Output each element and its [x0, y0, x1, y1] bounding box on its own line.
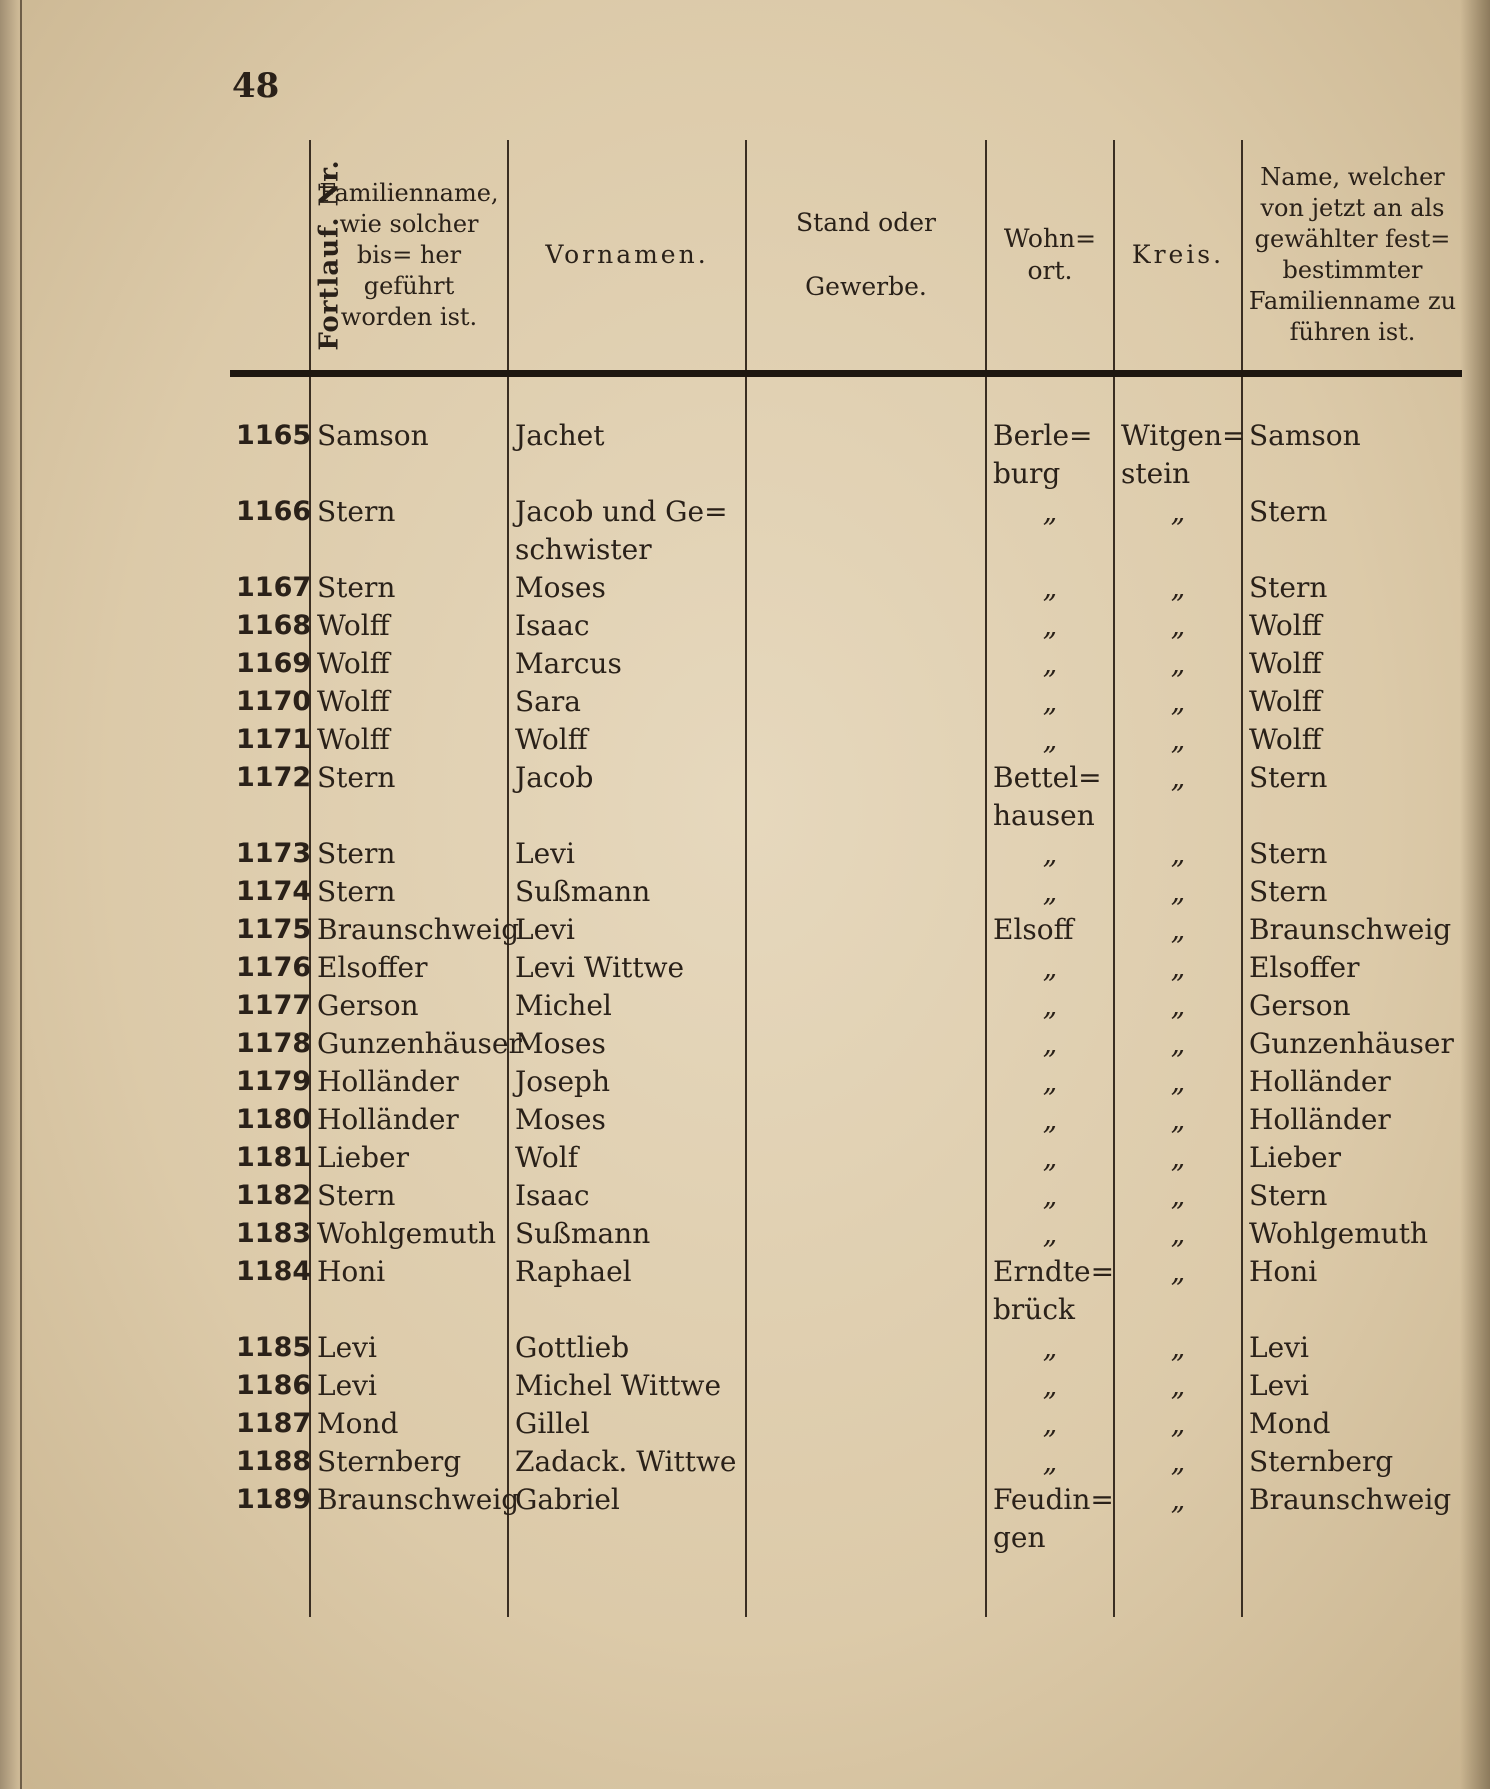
cell-stand	[746, 987, 986, 1025]
empty-cell	[1114, 1557, 1242, 1617]
cell-nr: 1178	[236, 1028, 312, 1059]
cell-wohnort: „	[986, 683, 1114, 721]
cell-familienname: Levi	[310, 1329, 508, 1367]
cell-stand	[746, 683, 986, 721]
cell-neuer-name: Braunschweig	[1242, 1481, 1462, 1557]
cell-wohnort: „	[986, 1367, 1114, 1405]
page-fold-line	[20, 0, 22, 1789]
cell-neuer-name: Holländer	[1242, 1063, 1462, 1101]
cell-nr: 1188	[236, 1446, 312, 1477]
cell-wohnort: Elsoff	[986, 911, 1114, 949]
cell-wohnort: „	[986, 569, 1114, 607]
cell-neuer-name: Levi	[1242, 1367, 1462, 1405]
cell-nr: 1167	[236, 572, 312, 603]
cell-nr: 1176	[236, 952, 312, 983]
cell-vornamen: Levi Wittwe	[508, 949, 746, 987]
cell-neuer-name: Holländer	[1242, 1101, 1462, 1139]
empty-cell	[986, 1557, 1114, 1617]
cell-familienname: Honi	[310, 1253, 508, 1329]
cell-kreis: „	[1114, 759, 1242, 835]
cell-stand	[746, 1367, 986, 1405]
cell-familienname: Braunschweig	[310, 911, 508, 949]
cell-kreis: „	[1114, 1367, 1242, 1405]
cell-wohnort: Erndte= brück	[986, 1253, 1114, 1329]
cell-vornamen: Isaac	[508, 1177, 746, 1215]
cell-neuer-name: Stern	[1242, 1177, 1462, 1215]
header-nr: Fortlauf. Nr.	[230, 140, 310, 374]
cell-neuer-name: Levi	[1242, 1329, 1462, 1367]
cell-familienname: Lieber	[310, 1139, 508, 1177]
cell-vornamen: Jacob	[508, 759, 746, 835]
cell-stand	[746, 1177, 986, 1215]
cell-stand	[746, 911, 986, 949]
cell-vornamen: Moses	[508, 1025, 746, 1063]
cell-familienname: Sternberg	[310, 1443, 508, 1481]
cell-wohnort: Feudin= gen	[986, 1481, 1114, 1557]
cell-vornamen: Moses	[508, 1101, 746, 1139]
cell-stand	[746, 1443, 986, 1481]
cell-kreis: „	[1114, 1063, 1242, 1101]
page-edge-left	[0, 0, 26, 1789]
cell-stand	[746, 607, 986, 645]
cell-nr: 1179	[236, 1066, 312, 1097]
cell-familienname: Mond	[310, 1405, 508, 1443]
table-row	[230, 569, 1462, 607]
table-row	[230, 1405, 1462, 1443]
cell-stand	[746, 721, 986, 759]
cell-neuer-name: Wolff	[1242, 645, 1462, 683]
table-row	[230, 1063, 1462, 1101]
cell-vornamen: Levi	[508, 911, 746, 949]
cell-wohnort: Berle= burg	[986, 374, 1114, 494]
cell-nr: 1171	[236, 724, 312, 755]
cell-nr: 1174	[236, 876, 312, 907]
cell-nr: 1187	[236, 1408, 312, 1439]
cell-nr: 1168	[236, 610, 312, 641]
cell-kreis: „	[1114, 835, 1242, 873]
cell-vornamen: Michel Wittwe	[508, 1367, 746, 1405]
cell-kreis: „	[1114, 911, 1242, 949]
cell-familienname: Stern	[310, 1177, 508, 1215]
header-stand: Stand oder Gewerbe.	[746, 140, 986, 374]
cell-familienname: Holländer	[310, 1063, 508, 1101]
table-tail-row	[230, 1557, 1462, 1617]
cell-vornamen: Wolf	[508, 1139, 746, 1177]
cell-familienname: Elsoffer	[310, 949, 508, 987]
table-row	[230, 1443, 1462, 1481]
cell-familienname: Stern	[310, 493, 508, 569]
header-neuer-name: Name, welcher von jetzt an als gewählter fest= bestimmter Familienname zu führen ist.	[1242, 140, 1462, 374]
cell-familienname: Stern	[310, 569, 508, 607]
cell-stand	[746, 949, 986, 987]
name-register-table	[230, 140, 1462, 1617]
cell-familienname: Wolff	[310, 645, 508, 683]
cell-wohnort: „	[986, 1177, 1114, 1215]
cell-nr: 1177	[236, 990, 312, 1021]
cell-stand	[746, 1215, 986, 1253]
cell-wohnort: „	[986, 835, 1114, 873]
table-row	[230, 911, 1462, 949]
cell-neuer-name: Lieber	[1242, 1139, 1462, 1177]
cell-nr: 1185	[236, 1332, 312, 1363]
cell-vornamen: Levi	[508, 835, 746, 873]
cell-stand	[746, 569, 986, 607]
table-row	[230, 645, 1462, 683]
cell-stand	[746, 873, 986, 911]
cell-neuer-name: Stern	[1242, 493, 1462, 569]
cell-nr: 1184	[236, 1256, 312, 1287]
cell-neuer-name: Wohlgemuth	[1242, 1215, 1462, 1253]
cell-neuer-name: Gunzenhäuser	[1242, 1025, 1462, 1063]
cell-neuer-name: Sternberg	[1242, 1443, 1462, 1481]
empty-cell	[230, 1557, 310, 1617]
cell-wohnort: „	[986, 873, 1114, 911]
cell-nr: 1172	[236, 762, 312, 793]
cell-familienname: Gunzenhäuser	[310, 1025, 508, 1063]
cell-neuer-name: Honi	[1242, 1253, 1462, 1329]
cell-nr: 1170	[236, 686, 312, 717]
cell-stand	[746, 1101, 986, 1139]
cell-vornamen: Zadack. Wittwe	[508, 1443, 746, 1481]
cell-kreis: „	[1114, 1329, 1242, 1367]
header-familienname: Familienname, wie solcher bis= her geführt worden ist.	[310, 140, 508, 374]
register-body	[230, 374, 1462, 1618]
cell-familienname: Wohlgemuth	[310, 1215, 508, 1253]
cell-kreis: „	[1114, 607, 1242, 645]
cell-wohnort: „	[986, 721, 1114, 759]
table-row	[230, 374, 1462, 494]
cell-vornamen: Joseph	[508, 1063, 746, 1101]
cell-kreis: „	[1114, 683, 1242, 721]
cell-vornamen: Gillel	[508, 1405, 746, 1443]
cell-wohnort: „	[986, 1025, 1114, 1063]
cell-kreis: „	[1114, 1101, 1242, 1139]
cell-vornamen: Jacob und Ge= schwister	[508, 493, 746, 569]
cell-wohnort: „	[986, 607, 1114, 645]
table-row	[230, 493, 1462, 569]
cell-stand	[746, 1139, 986, 1177]
cell-familienname: Wolff	[310, 607, 508, 645]
cell-nr: 1173	[236, 838, 312, 869]
empty-cell	[310, 1557, 508, 1617]
cell-wohnort: „	[986, 987, 1114, 1025]
cell-neuer-name: Samson	[1242, 374, 1462, 494]
cell-nr: 1165	[236, 420, 312, 451]
cell-vornamen: Isaac	[508, 607, 746, 645]
cell-stand	[746, 493, 986, 569]
cell-nr: 1175	[236, 914, 312, 945]
cell-vornamen: Sußmann	[508, 873, 746, 911]
cell-kreis: „	[1114, 987, 1242, 1025]
table-row	[230, 1139, 1462, 1177]
cell-wohnort: „	[986, 1139, 1114, 1177]
cell-neuer-name: Stern	[1242, 569, 1462, 607]
cell-wohnort: „	[986, 1443, 1114, 1481]
table-row	[230, 683, 1462, 721]
cell-vornamen: Moses	[508, 569, 746, 607]
table-row	[230, 607, 1462, 645]
cell-wohnort: „	[986, 1215, 1114, 1253]
cell-vornamen: Michel	[508, 987, 746, 1025]
cell-nr: 1182	[236, 1180, 312, 1211]
cell-nr: 1189	[236, 1484, 312, 1515]
cell-kreis: „	[1114, 1443, 1242, 1481]
cell-neuer-name: Stern	[1242, 759, 1462, 835]
cell-kreis: „	[1114, 493, 1242, 569]
table-row	[230, 949, 1462, 987]
cell-wohnort: „	[986, 1063, 1114, 1101]
cell-kreis: „	[1114, 721, 1242, 759]
cell-wohnort: „	[986, 1101, 1114, 1139]
cell-neuer-name: Wolff	[1242, 721, 1462, 759]
cell-kreis: „	[1114, 1177, 1242, 1215]
cell-familienname: Wolff	[310, 683, 508, 721]
cell-nr: 1186	[236, 1370, 312, 1401]
cell-wohnort: „	[986, 1405, 1114, 1443]
cell-neuer-name: Stern	[1242, 835, 1462, 873]
cell-stand	[746, 1063, 986, 1101]
table-row	[230, 1101, 1462, 1139]
cell-kreis: „	[1114, 1481, 1242, 1557]
cell-kreis: „	[1114, 645, 1242, 683]
table-row	[230, 1481, 1462, 1557]
cell-stand	[746, 1481, 986, 1557]
header-vornamen: Vornamen.	[508, 140, 746, 374]
cell-vornamen: Sara	[508, 683, 746, 721]
cell-vornamen: Raphael	[508, 1253, 746, 1329]
cell-nr: 1183	[236, 1218, 312, 1249]
cell-neuer-name: Stern	[1242, 873, 1462, 911]
table-row	[230, 759, 1462, 835]
cell-kreis: „	[1114, 1139, 1242, 1177]
table-row	[230, 1177, 1462, 1215]
cell-vornamen: Marcus	[508, 645, 746, 683]
cell-familienname: Stern	[310, 759, 508, 835]
cell-kreis: „	[1114, 1025, 1242, 1063]
cell-vornamen: Sußmann	[508, 1215, 746, 1253]
cell-nr: 1169	[236, 648, 312, 679]
cell-vornamen: Jachet	[508, 374, 746, 494]
cell-familienname: Levi	[310, 1367, 508, 1405]
cell-stand	[746, 1329, 986, 1367]
cell-wohnort: „	[986, 645, 1114, 683]
cell-vornamen: Wolff	[508, 721, 746, 759]
cell-vornamen: Gottlieb	[508, 1329, 746, 1367]
cell-stand	[746, 835, 986, 873]
table-row	[230, 1367, 1462, 1405]
cell-nr: 1180	[236, 1104, 312, 1135]
table-row	[230, 987, 1462, 1025]
cell-nr: 1166	[236, 496, 312, 527]
cell-wohnort: „	[986, 949, 1114, 987]
table-row	[230, 1025, 1462, 1063]
cell-wohnort: „	[986, 1329, 1114, 1367]
cell-neuer-name: Braunschweig	[1242, 911, 1462, 949]
cell-neuer-name: Wolff	[1242, 683, 1462, 721]
page-number: 48	[232, 66, 280, 106]
table-row	[230, 1253, 1462, 1329]
cell-neuer-name: Gerson	[1242, 987, 1462, 1025]
cell-wohnort: Bettel= hausen	[986, 759, 1114, 835]
empty-cell	[746, 1557, 986, 1617]
table-row	[230, 721, 1462, 759]
cell-stand	[746, 645, 986, 683]
page-edge-right	[1460, 0, 1490, 1789]
cell-kreis: Witgen= stein	[1114, 374, 1242, 494]
cell-familienname: Samson	[310, 374, 508, 494]
cell-stand	[746, 374, 986, 494]
empty-cell	[508, 1557, 746, 1617]
cell-kreis: „	[1114, 873, 1242, 911]
cell-kreis: „	[1114, 569, 1242, 607]
table-row	[230, 835, 1462, 873]
cell-stand	[746, 1405, 986, 1443]
cell-neuer-name: Wolff	[1242, 607, 1462, 645]
cell-nr: 1181	[236, 1142, 312, 1173]
cell-familienname: Holländer	[310, 1101, 508, 1139]
empty-cell	[1242, 1557, 1462, 1617]
cell-neuer-name: Elsoffer	[1242, 949, 1462, 987]
header-row	[230, 140, 1462, 374]
cell-stand	[746, 1025, 986, 1063]
cell-familienname: Braunschweig	[310, 1481, 508, 1557]
cell-familienname: Wolff	[310, 721, 508, 759]
cell-kreis: „	[1114, 949, 1242, 987]
table-row	[230, 1329, 1462, 1367]
header-wohnort: Wohn= ort.	[986, 140, 1114, 374]
cell-kreis: „	[1114, 1253, 1242, 1329]
cell-neuer-name: Mond	[1242, 1405, 1462, 1443]
cell-stand	[746, 759, 986, 835]
cell-stand	[746, 1253, 986, 1329]
table-row	[230, 1215, 1462, 1253]
header-kreis: Kreis.	[1114, 140, 1242, 374]
cell-familienname: Stern	[310, 873, 508, 911]
table-row	[230, 873, 1462, 911]
cell-vornamen: Gabriel	[508, 1481, 746, 1557]
cell-wohnort: „	[986, 493, 1114, 569]
cell-familienname: Gerson	[310, 987, 508, 1025]
cell-kreis: „	[1114, 1215, 1242, 1253]
cell-familienname: Stern	[310, 835, 508, 873]
cell-kreis: „	[1114, 1405, 1242, 1443]
